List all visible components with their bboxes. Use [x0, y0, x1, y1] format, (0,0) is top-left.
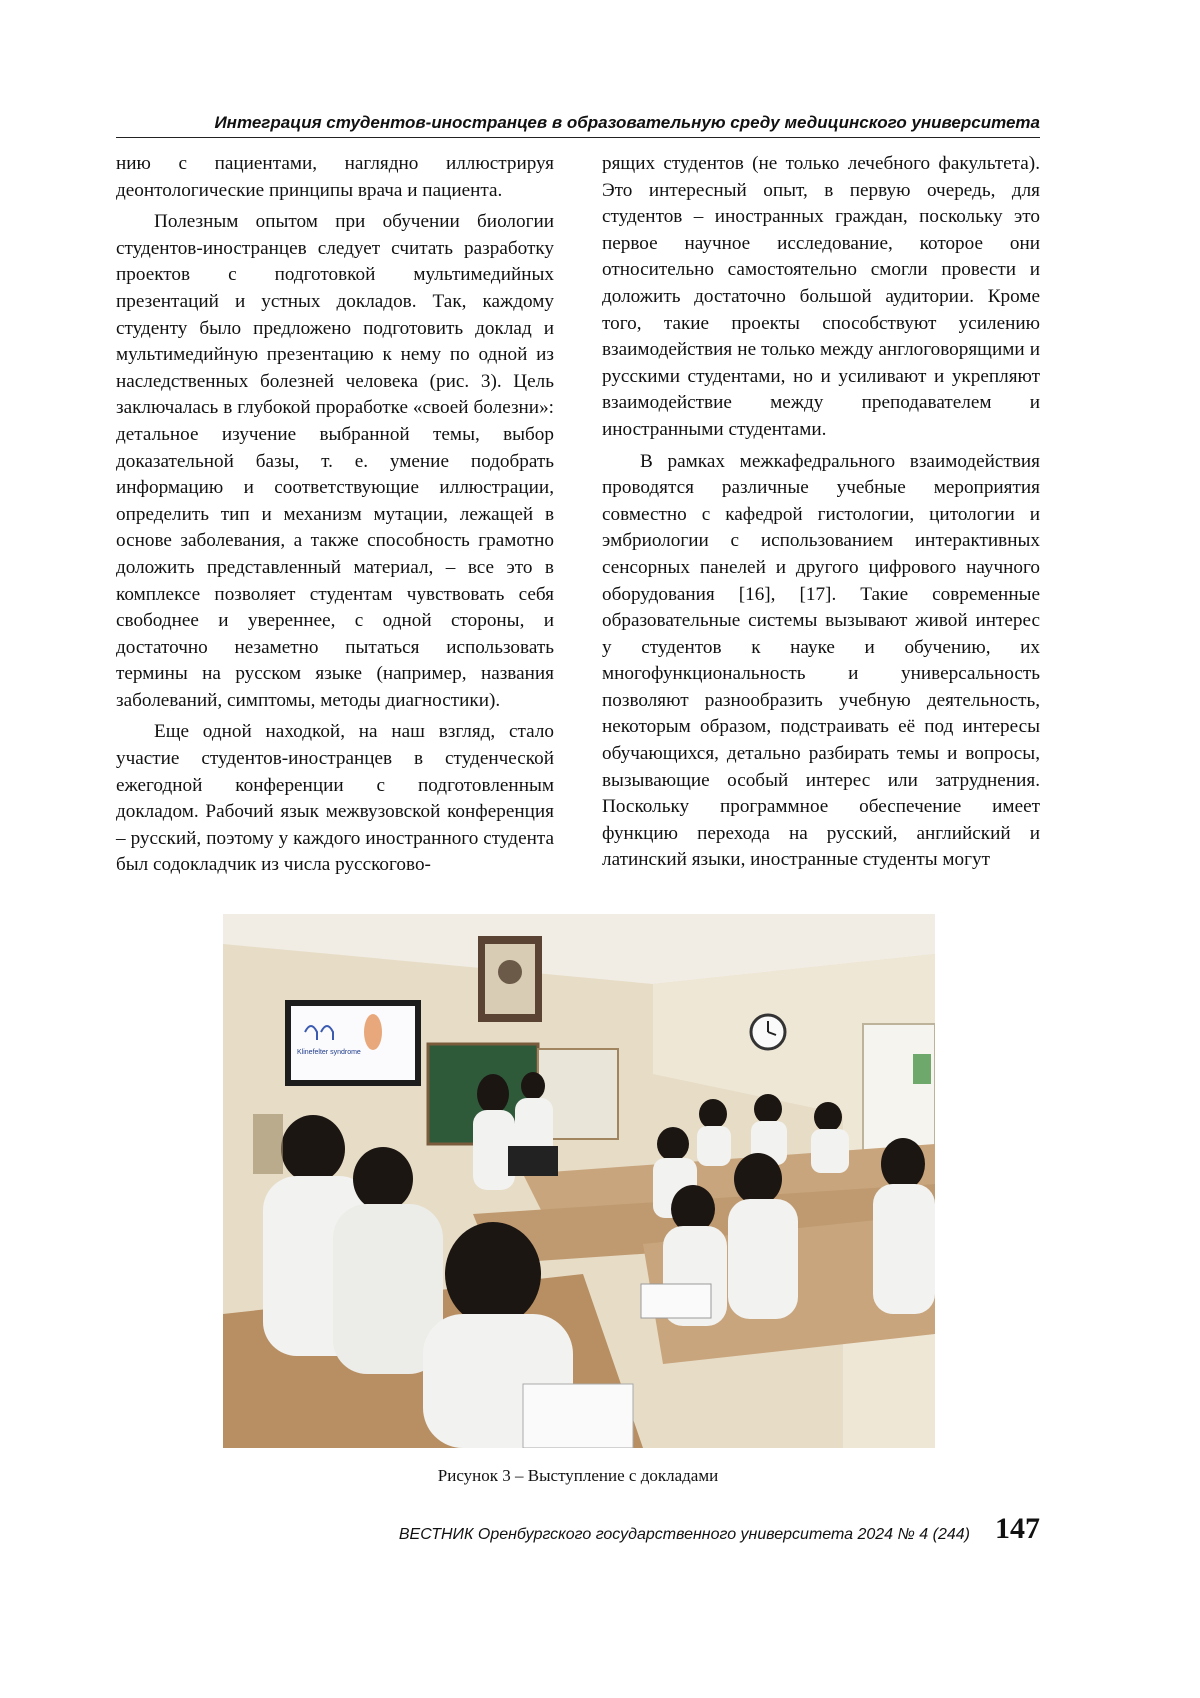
right-column	[602, 151, 1040, 879]
paper-sheet	[523, 1384, 633, 1448]
presenter-hair	[477, 1074, 509, 1114]
slide-title: Klinefelter syndrome	[297, 1049, 361, 1056]
student	[873, 1184, 935, 1314]
student	[811, 1129, 849, 1173]
notebook	[641, 1284, 711, 1318]
paragraph: Полезным опытом при обучении биологии студентов-иностранцев следует считать разработку проектов с подготовкой мультимедийных презентаций и устных докладов. Так, каждому студенту было предложено подготовить доклад и мультимедийную презентацию к нему по одной из наследственных болезней человека (рис. 3). Цель заключалась в глубокой проработке «своей болезни»: детальное изучение выбранной темы, выбор доказательной базы, т. е. умение подобрать информацию и соответствующие иллюстрации, определить тип и механизм мутации, лежащей в основе заболевания, а также способность грамотно доложить представленный материал, – все это в комплексе позволяет студентам чувствовать себя свободнее и увереннее, с одной стороны, и достаточно незаметно пытаться использовать термины на русском языке (например, названия заболеваний, симптомы, методы диагностики).	[116, 211, 554, 711]
left-column	[116, 151, 554, 884]
paragraph: рящих студентов (не только лечебного факультета). Это интересный опыт, в первую очередь, для студентов – иностранных граждан, поскольку это первое научное исследование, которое они относительно самостоятельно смогли провести и доложить достаточно большой аудитории. Кроме того, такие проекты способствуют усилению взаимодействия не только между англоговорящими и русскими студентами, но и усиливают и укрепляют взаимодействие между преподавателем и иностранными студентами.	[602, 153, 1040, 440]
classroom-photo	[223, 914, 935, 1448]
student	[697, 1126, 731, 1166]
jar	[253, 1114, 283, 1174]
page-number: 147	[995, 1512, 1040, 1545]
slide-figure	[364, 1014, 382, 1050]
portrait-face	[498, 960, 522, 984]
green-sign	[913, 1054, 931, 1084]
journal-title: ВЕСТНИК Оренбургского государственного университета 2024 № 4 (244)	[398, 1526, 970, 1543]
paragraph: нию с пациентами, наглядно иллюстрируя деонтологические принципы врача и пациента.	[116, 153, 554, 201]
running-title: Интеграция студентов-иностранцев в образовательную среду медицинского университета	[116, 112, 1040, 138]
presenter-hair	[521, 1072, 545, 1100]
figure-photo	[223, 914, 935, 1448]
paragraph: Еще одной находкой, на наш взгляд, стало участие студентов-иностранцев в студенческой ежегодной конференции с подготовленным докладом. Рабочий язык межвузовской конференция – русский, поэтому у каждого иностранного студента был содокладчик из числа русскогово-	[116, 721, 554, 876]
presentation-slide	[291, 1006, 415, 1080]
laptop-icon	[508, 1146, 558, 1176]
paragraph: В рамках межкафедрального взаимодействия проводятся различные учебные мероприятия совместно с кафедрой гистологии, цитологии и эмбриологии с использованием интерактивных сенсорных панелей и другого цифрового научного оборудования [16], [17]. Такие современные образовательные системы вызывают живой интерес у студентов к науке и обучению, их многофункциональность и универсальность позволяют разнообразить учебную деятельность, некоторым образом, подстраивать её под интересы обучающихся, детально разбирать темы и вопросы, вызывающие особый интерес или затруднения. Поскольку программное обеспечение имеет функцию перехода на русский, английский и латинский языки, иностранные студенты могут	[602, 450, 1040, 871]
figure-caption: Рисунок 3 – Выступление с докладами	[437, 1466, 719, 1485]
student	[728, 1199, 798, 1319]
